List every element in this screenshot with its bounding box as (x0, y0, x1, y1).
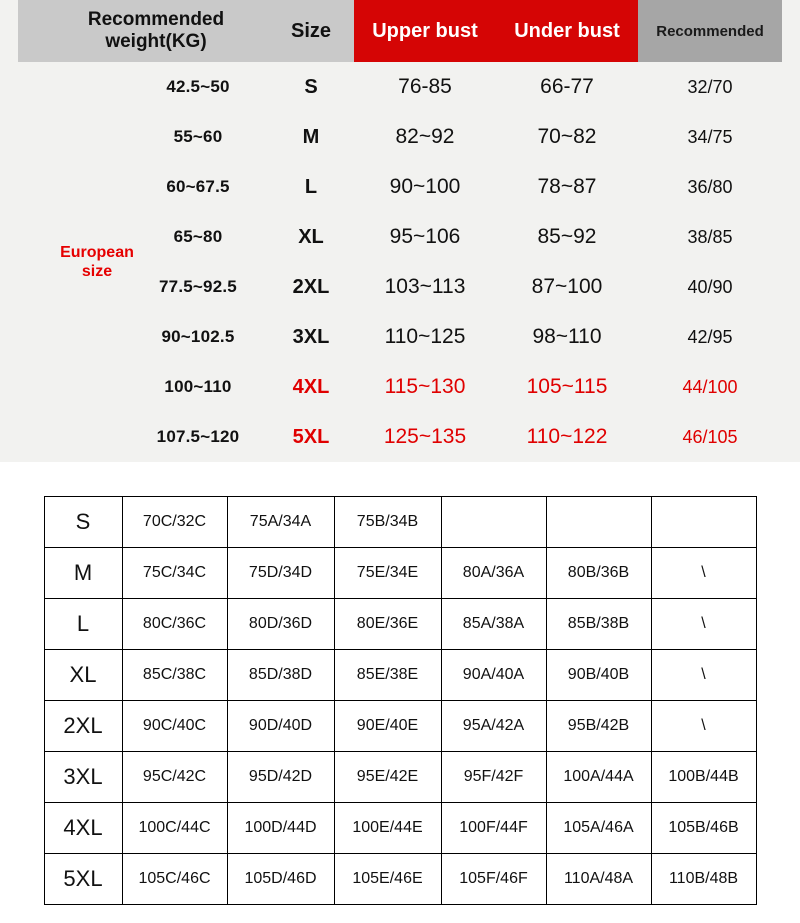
cell-size: XL (44, 650, 122, 701)
cell-cup: 105D/46D (227, 854, 334, 905)
table-row (44, 548, 756, 599)
cell-size: XL (268, 212, 354, 262)
cell-cup: 90B/40B (546, 650, 651, 701)
cell-size: L (44, 599, 122, 650)
cell-cup: \ (651, 650, 756, 701)
cell-cup: 75E/34E (334, 548, 441, 599)
cell-cup: 110B/48B (651, 854, 756, 905)
cell-size: M (268, 112, 354, 162)
cell-upper-bust: 76-85 (354, 62, 496, 112)
cell-under-bust: 70~82 (496, 112, 638, 162)
cell-under-bust: 66-77 (496, 62, 638, 112)
table-row (18, 62, 782, 112)
table-row (44, 854, 756, 905)
cell-upper-bust: 95~106 (354, 212, 496, 262)
cell-cup: 85B/38B (546, 599, 651, 650)
cell-upper-bust: 115~130 (354, 362, 496, 412)
cell-recommended: 42/95 (638, 312, 782, 362)
cell-cup (441, 497, 546, 548)
cell-recommended: 44/100 (638, 362, 782, 412)
cell-cup: 95A/42A (441, 701, 546, 752)
cell-cup: \ (651, 701, 756, 752)
row-label-european-size (18, 62, 142, 462)
cell-cup: 80E/36E (334, 599, 441, 650)
cell-cup: 90E/40E (334, 701, 441, 752)
header-size: Size (268, 0, 354, 62)
cell-size: 2XL (44, 701, 122, 752)
cell-cup: 80A/36A (441, 548, 546, 599)
cell-size: L (268, 162, 354, 212)
cell-cup (651, 497, 756, 548)
header-upper-bust: Upper bust (354, 0, 496, 62)
cell-size: 3XL (44, 752, 122, 803)
cell-upper-bust: 125~135 (354, 412, 496, 462)
cell-cup: 110A/48A (546, 854, 651, 905)
cell-size: 5XL (268, 412, 354, 462)
cell-cup: 85E/38E (334, 650, 441, 701)
cell-size: 4XL (44, 803, 122, 854)
header-recommended-weight-line2: weight(KG) (105, 31, 207, 52)
cell-cup (546, 497, 651, 548)
cell-size: S (44, 497, 122, 548)
cell-size: 4XL (268, 362, 354, 412)
cell-cup: 90D/40D (227, 701, 334, 752)
cup-chart-bottom (0, 488, 800, 905)
cell-weight: 107.5~120 (142, 412, 268, 462)
cell-cup: 100C/44C (122, 803, 227, 854)
row-label-line2: size (81, 263, 113, 280)
cell-size: 3XL (268, 312, 354, 362)
cell-cup: 100E/44E (334, 803, 441, 854)
cell-under-bust: 85~92 (496, 212, 638, 262)
cell-recommended: 40/90 (638, 262, 782, 312)
cell-weight: 90~102.5 (142, 312, 268, 362)
cell-size: 2XL (268, 262, 354, 312)
cell-weight: 77.5~92.5 (142, 262, 268, 312)
cell-under-bust: 78~87 (496, 162, 638, 212)
cell-cup: 85C/38C (122, 650, 227, 701)
cell-cup: 75B/34B (334, 497, 441, 548)
cell-recommended: 36/80 (638, 162, 782, 212)
cell-cup: 105E/46E (334, 854, 441, 905)
table-row (44, 701, 756, 752)
cell-upper-bust: 110~125 (354, 312, 496, 362)
cell-cup: 85A/38A (441, 599, 546, 650)
cell-cup: 70C/32C (122, 497, 227, 548)
cell-cup: 80C/36C (122, 599, 227, 650)
cell-cup: 75C/34C (122, 548, 227, 599)
cell-cup: 85D/38D (227, 650, 334, 701)
cell-cup: 100B/44B (651, 752, 756, 803)
table-row (44, 599, 756, 650)
cell-cup: 105F/46F (441, 854, 546, 905)
cell-weight: 42.5~50 (142, 62, 268, 112)
cell-cup: 95F/42F (441, 752, 546, 803)
cell-cup: \ (651, 548, 756, 599)
cell-cup: 105A/46A (546, 803, 651, 854)
cell-cup: 105B/46B (651, 803, 756, 854)
cell-size: S (268, 62, 354, 112)
cell-under-bust: 110~122 (496, 412, 638, 462)
row-label-line1: European (60, 243, 134, 261)
cell-weight: 65~80 (142, 212, 268, 262)
table-row (44, 650, 756, 701)
cell-weight: 60~67.5 (142, 162, 268, 212)
cell-cup: 95D/42D (227, 752, 334, 803)
cell-upper-bust: 82~92 (354, 112, 496, 162)
cell-recommended: 46/105 (638, 412, 782, 462)
table-row (44, 497, 756, 548)
cell-recommended: 34/75 (638, 112, 782, 162)
cell-cup: 80D/36D (227, 599, 334, 650)
cell-cup: 80B/36B (546, 548, 651, 599)
cell-weight: 100~110 (142, 362, 268, 412)
cell-cup: \ (651, 599, 756, 650)
cell-cup: 75D/34D (227, 548, 334, 599)
table-row (44, 752, 756, 803)
section-divider (0, 462, 800, 488)
cell-weight: 55~60 (142, 112, 268, 162)
cell-upper-bust: 90~100 (354, 162, 496, 212)
cell-upper-bust: 103~113 (354, 262, 496, 312)
cup-size-table (44, 496, 757, 905)
cell-cup: 75A/34A (227, 497, 334, 548)
cell-cup: 95B/42B (546, 701, 651, 752)
cell-cup: 105C/46C (122, 854, 227, 905)
table-row (44, 803, 756, 854)
cell-recommended: 32/70 (638, 62, 782, 112)
header-recommended-weight-line1: Recommended (87, 9, 225, 31)
cell-under-bust: 87~100 (496, 262, 638, 312)
cell-cup: 95C/42C (122, 752, 227, 803)
cell-under-bust: 105~115 (496, 362, 638, 412)
header-recommended: Recommended (638, 0, 782, 62)
cell-cup: 90C/40C (122, 701, 227, 752)
size-table (18, 0, 782, 462)
header-recommended-weight (18, 0, 268, 62)
cell-cup: 95E/42E (334, 752, 441, 803)
table-header-row (18, 0, 782, 62)
cell-recommended: 38/85 (638, 212, 782, 262)
cell-cup: 100D/44D (227, 803, 334, 854)
cell-cup: 100A/44A (546, 752, 651, 803)
cell-size: M (44, 548, 122, 599)
cell-size: 5XL (44, 854, 122, 905)
cell-under-bust: 98~110 (496, 312, 638, 362)
cell-cup: 90A/40A (441, 650, 546, 701)
cell-cup: 100F/44F (441, 803, 546, 854)
header-under-bust: Under bust (496, 0, 638, 62)
